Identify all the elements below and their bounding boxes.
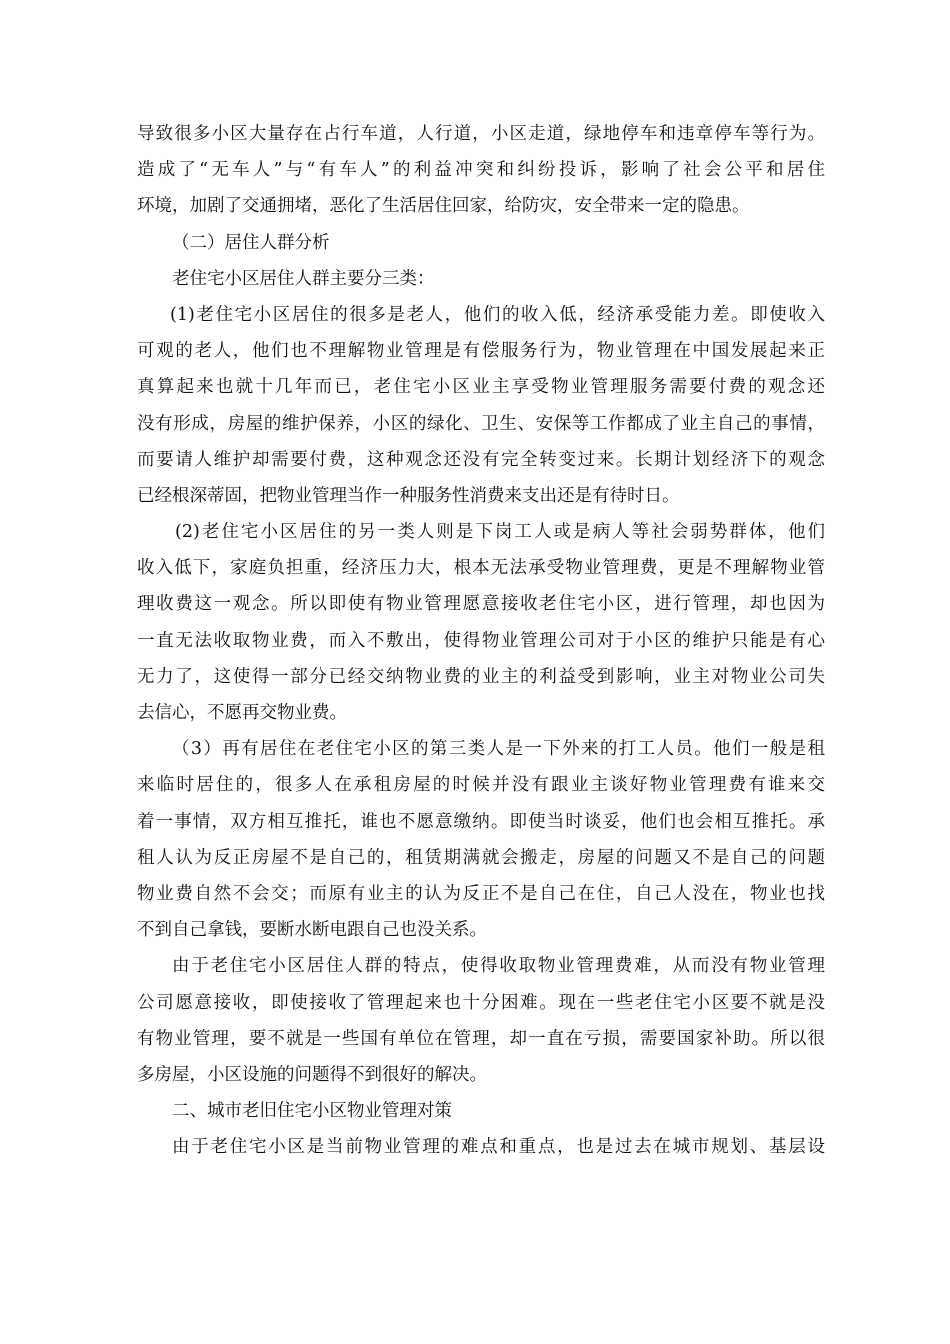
text-line: (1)老住宅小区居住的很多是老人，他们的收入低，经济承受能力差。即使收入 <box>170 304 825 325</box>
text-line: 由于老住宅小区是当前物业管理的难点和重点，也是过去在城市规划、基层设 <box>172 1137 825 1158</box>
text-line: 物业费自然不会交；而原有业主的认为反正不是自己在住，自己人没在，物业也找 <box>137 883 825 904</box>
text-line: 而要请人维护却需要付费，这种观念还没有完全转变过来。长期计划经济下的观念 <box>137 449 825 470</box>
text-line: 无力了，这使得一部分已经交纳物业费的业主的利益受到影响，业主对物业公司失 <box>137 666 825 687</box>
text-line: 由于老住宅小区居住人群的特点，使得收取物业管理费难，从而没有物业管理 <box>172 956 825 977</box>
text-line: 可观的老人，他们也不理解物业管理是有偿服务行为，物业管理在中国发展起来正 <box>137 341 825 362</box>
text-line: 公司愿意接收，即使接收了管理起来也十分困难。现在一些老住宅小区要不就是没 <box>137 992 825 1013</box>
text-line: 一直无法收取物业费，而入不敷出，使得物业管理公司对于小区的维护只能是有心 <box>137 630 825 651</box>
text-line: (2)老住宅小区居住的另一类人则是下岗工人或是病人等社会弱势群体，他们 <box>175 522 825 543</box>
text-line: 二、城市老旧住宅小区物业管理对策 <box>172 1101 452 1122</box>
text-line: 环境，加剧了交通拥堵，恶化了生活居住回家，给防灾，安全带来一定的隐患。 <box>137 196 750 217</box>
text-line: 收入低下，家庭负担重，经济压力大，根本无法承受物业管理费，更是不理解物业管 <box>137 558 825 579</box>
text-line: （二）居住人群分析 <box>172 232 330 253</box>
text-line: 租人认为反正房屋不是自己的，租赁期满就会搬走，房屋的问题又不是自己的问题 <box>137 847 825 868</box>
text-line: 着一事情，双方相互推托，谁也不愿意缴纳。即使当时谈妥，他们也会相互推托。承 <box>137 811 825 832</box>
text-line: 去信心，不愿再交物业费。 <box>137 703 347 723</box>
text-line: 老住宅小区居住人群主要分三类： <box>172 268 435 289</box>
text-line: 不到自己拿钱，要断水断电跟自己也没关系。 <box>137 920 487 941</box>
text-line: 真算起来也就十几年而已，老住宅小区业主享受物业管理服务需要付费的观念还 <box>137 377 825 398</box>
text-line: 有物业管理，要不就是一些国有单位在管理，却一直在亏损，需要国家补助。所以很 <box>137 1028 825 1049</box>
text-line: 造成了“无车人”与“有车人”的利益冲突和纠纷投诉，影响了社会公平和居住 <box>137 160 825 181</box>
document-body <box>137 116 825 1165</box>
text-line: 导致很多小区大量存在占行车道，人行道，小区走道，绿地停车和违章停车等行为。 <box>137 124 825 144</box>
text-line: 多房屋，小区设施的问题得不到很好的解决。 <box>137 1064 487 1085</box>
text-line: 来临时居住的，很多人在承租房屋的时候并没有跟业主谈好物业管理费有谁来交 <box>137 775 825 796</box>
text-line: （3）再有居住在老住宅小区的第三类人是一下外来的打工人员。他们一般是租 <box>172 739 825 760</box>
text-line: 没有形成，房屋的维护保养，小区的绿化、卫生、安保等工作都成了业主自己的事情， <box>137 413 825 434</box>
text-line: 已经根深蒂固，把物业管理当作一种服务性消费来支出还是有待时日。 <box>137 485 680 506</box>
text-line: 理收费这一观念。所以即使有物业管理愿意接收老住宅小区，进行管理，却也因为 <box>137 594 825 615</box>
